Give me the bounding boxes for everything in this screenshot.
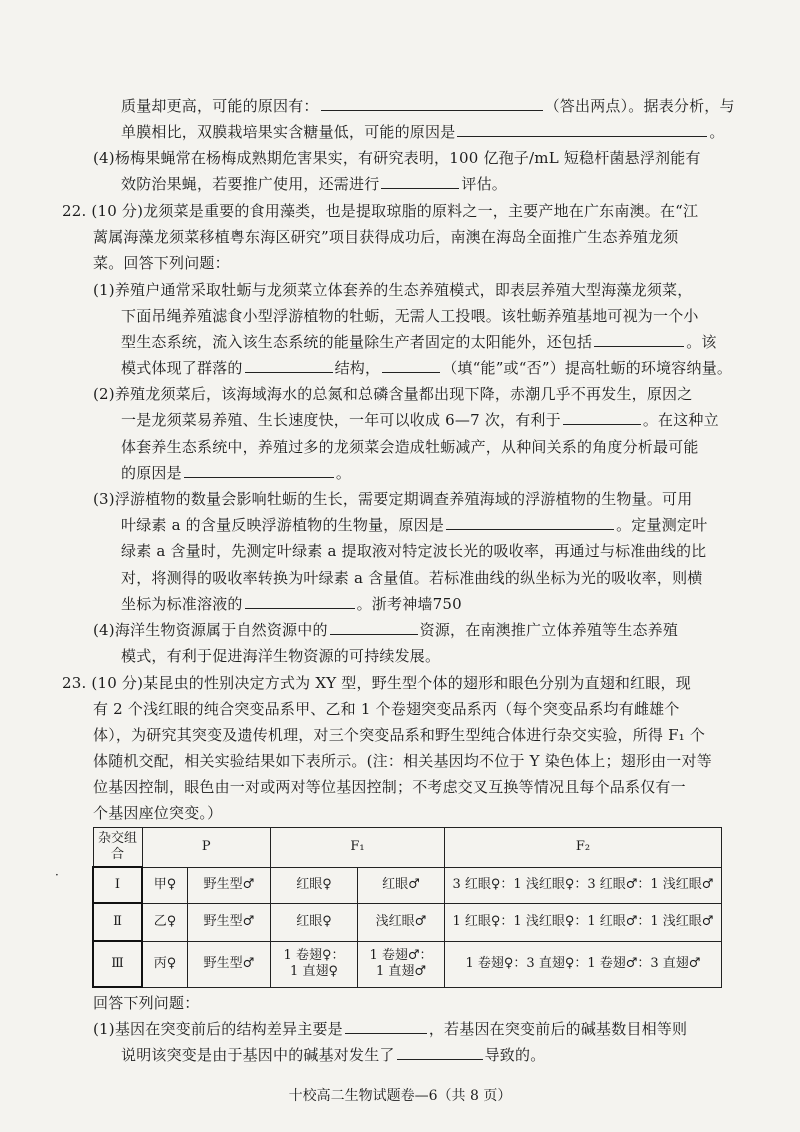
question-22-stem: 22. (10 分)龙须菜是重要的食用藻类，也是提取琼脂的原料之一，主要产地在广东南澳。在“江 [62, 202, 699, 220]
answer-blank[interactable] [245, 358, 333, 373]
parent-female: 丙♀ [142, 941, 188, 987]
text: 导致的。 [484, 1046, 546, 1064]
text-line [121, 515, 707, 535]
f2-result: 1 红眼♀：1 浅红眼♀：1 红眼♂：1 浅红眼♂ [445, 903, 722, 941]
answer-blank[interactable] [321, 96, 543, 111]
text-line: (3)浮游植物的数量会影响牡蛎的生长，需要定期调查养殖海域的浮游植物的生物量。可用 [93, 490, 693, 508]
answer-blank[interactable] [245, 594, 355, 609]
text-line: 菜。回答下列问题： [93, 254, 230, 272]
text-line: 绿素 a 含量时，先测定叶绿素 a 提取液对特定波长光的吸收率，再通过与标准曲线的比 [121, 542, 707, 560]
text-line: 对，将测得的吸收率转换为叶绿素 a 含量值。若标准曲线的纵坐标为光的吸收率，则横 [121, 569, 703, 587]
text-line [121, 463, 351, 483]
f1-female: 红眼♀ [271, 867, 358, 903]
text-line [121, 122, 725, 142]
text-line: 体套养生态系统中，养殖过多的龙须菜会造成牡蛎减产，从种间关系的角度分析最可能 [121, 438, 699, 456]
f1-female-line2: 1 直翅♀ [290, 964, 338, 979]
text: 。定量测定叶 [616, 516, 708, 534]
answer-blank[interactable] [345, 1019, 427, 1034]
text-line: (4)杨梅果蝇常在杨梅成熟期危害果实，有研究表明，100 亿孢子/mL 短稳杆菌悬浮剂能有 [93, 149, 701, 167]
answer-blank[interactable] [457, 122, 707, 137]
text-line: 蓠属海藻龙须菜移植粤东海区研究”项目获得成功后，南澳在海岛全面推广生态养殖龙须 [93, 228, 679, 246]
text-line: 体），为研究其突变及遗传机理，对三个突变品系和野生型纯合体进行杂交实验，所得 F₁ 个 [93, 726, 706, 744]
f1-male [358, 941, 445, 987]
text-line [121, 410, 719, 430]
f2-result: 3 红眼♀：1 浅红眼♀：3 红眼♂：1 浅红眼♂ [445, 867, 722, 903]
text: 型生态系统，流入该生态系统的能量除生产者固定的太阳能外，还包括 [121, 333, 593, 351]
cross-id: Ⅰ [93, 867, 142, 903]
text: 。在这种立 [642, 411, 719, 429]
table-row [93, 941, 722, 987]
text-line [121, 96, 735, 116]
text: 坐标为标准溶液的 [121, 595, 243, 613]
parent-male: 野生型♂ [188, 867, 271, 903]
text: 效防治果蝇，若要推广使用，还需进行 [121, 175, 380, 193]
text: 质量却更高，可能的原因有： [121, 97, 319, 115]
header-cross-group: 杂交组合 [93, 828, 142, 868]
text-line [121, 332, 717, 352]
f1-male-line1: 1 卷翅♂： [369, 948, 433, 963]
header-p: P [142, 828, 271, 868]
stray-mark: · [55, 868, 59, 882]
text-line: 下面吊绳养殖滤食小型浮游植物的牡蛎，无需人工投喂。该牡蛎养殖基地可视为一个小 [121, 307, 699, 325]
text: ，若基因在突变前后的碱基数目相等则 [428, 1020, 688, 1038]
text-line: (2)养殖龙须菜后，该海域海水的总氮和总磷含量都出现下降，赤潮几乎不再发生，原因之 [93, 385, 693, 403]
text: 单膜相比，双膜栽培果实含糖量低，可能的原因是 [121, 123, 456, 141]
f2-result: 1 卷翅♀：3 直翅♀：1 卷翅♂：3 直翅♂ [445, 941, 722, 987]
text-line: 位基因控制，眼色由一对或两对等位基因控制；不考虑交叉互换等情况且每个品系仅有一 [93, 778, 686, 796]
text-line [121, 1045, 545, 1065]
f1-male: 浅红眼♂ [358, 903, 445, 941]
text: 。 [335, 464, 352, 482]
text: 的原因是 [121, 464, 182, 482]
answer-blank[interactable] [184, 463, 334, 478]
header-f1: F₁ [271, 828, 445, 868]
text-line [121, 594, 462, 614]
text-line: 体随机交配，相关实验结果如下表所示。(注：相关基因均不位于 Y 染色体上；翅形由一对等 [93, 752, 712, 770]
f1-female [271, 941, 358, 987]
answer-blank[interactable] [382, 358, 440, 373]
parent-male: 野生型♂ [188, 903, 271, 941]
table-header-row [93, 828, 722, 868]
text: 。浙考神墙750 [356, 595, 462, 613]
text: 。 [709, 123, 725, 141]
cross-id: Ⅲ [93, 941, 142, 987]
answer-blank[interactable] [381, 174, 459, 189]
table-row [93, 867, 722, 903]
text-line: 个基因座位突变。） [93, 804, 223, 822]
answer-blank[interactable] [446, 515, 614, 530]
text-line: 回答下列问题： [93, 994, 200, 1012]
f1-female-line1: 1 卷翅♀： [283, 948, 345, 963]
text: (4)海洋生物资源属于自然资源中的 [93, 621, 328, 639]
parent-female: 甲♀ [142, 867, 188, 903]
text-line: 有 2 个浅红眼的纯合突变品系甲、乙和 1 个卷翅突变品系丙（每个突变品系均有雌雄个 [93, 700, 680, 718]
text: （答出两点）。据表分析，与 [544, 97, 735, 115]
answer-blank[interactable] [563, 410, 641, 425]
cross-id: Ⅱ [93, 903, 142, 941]
answer-blank[interactable] [594, 332, 684, 347]
text-line [121, 174, 507, 194]
text: 。该 [686, 333, 717, 351]
parent-male: 野生型♂ [188, 941, 271, 987]
text: 资源，在南澳推广立体养殖等生态养殖 [419, 621, 679, 639]
header-f2: F₂ [445, 828, 722, 868]
page-footer: 十校高二生物试题卷—6（共 8 页） [288, 1088, 512, 1104]
text: 一是龙须菜易养殖、生长速度快，一年可以收成 6—7 次，有利于 [121, 411, 561, 429]
text: （填“能”或“否”）提高牡蛎的环境容纳量。 [442, 359, 733, 377]
text: 评估。 [461, 175, 508, 193]
text-line: (1)养殖户通常采取牡蛎与龙须菜立体套养的生态养殖模式，即表层养殖大型海藻龙须菜， [93, 281, 693, 299]
answer-blank[interactable] [397, 1045, 483, 1060]
text: 说明该突变是由于基因中的碱基对发生了 [121, 1046, 395, 1064]
parent-female: 乙♀ [142, 903, 188, 941]
f1-male: 红眼♂ [358, 867, 445, 903]
answer-blank[interactable] [330, 620, 418, 635]
text-line [93, 1019, 687, 1039]
table-row [93, 903, 722, 941]
f1-female: 红眼♀ [271, 903, 358, 941]
text: 模式体现了群落的 [121, 359, 243, 377]
text-line: 模式，有利于促进海洋生物资源的可持续发展。 [121, 647, 441, 665]
text: (1)基因在突变前后的结构差异主要是 [93, 1020, 343, 1038]
text: 结构， [334, 359, 381, 377]
text-line [121, 358, 732, 378]
question-23-stem: 23. (10 分)某昆虫的性别决定方式为 XY 型，野生型个体的翅形和眼色分别为直翅和红眼，现 [62, 674, 691, 692]
f1-male-line2: 1 直翅♂ [375, 964, 427, 979]
cross-results-table [92, 827, 722, 988]
text: 叶绿素 a 的含量反映浮游植物的生物量，原因是 [121, 516, 445, 534]
text-line [93, 620, 678, 640]
